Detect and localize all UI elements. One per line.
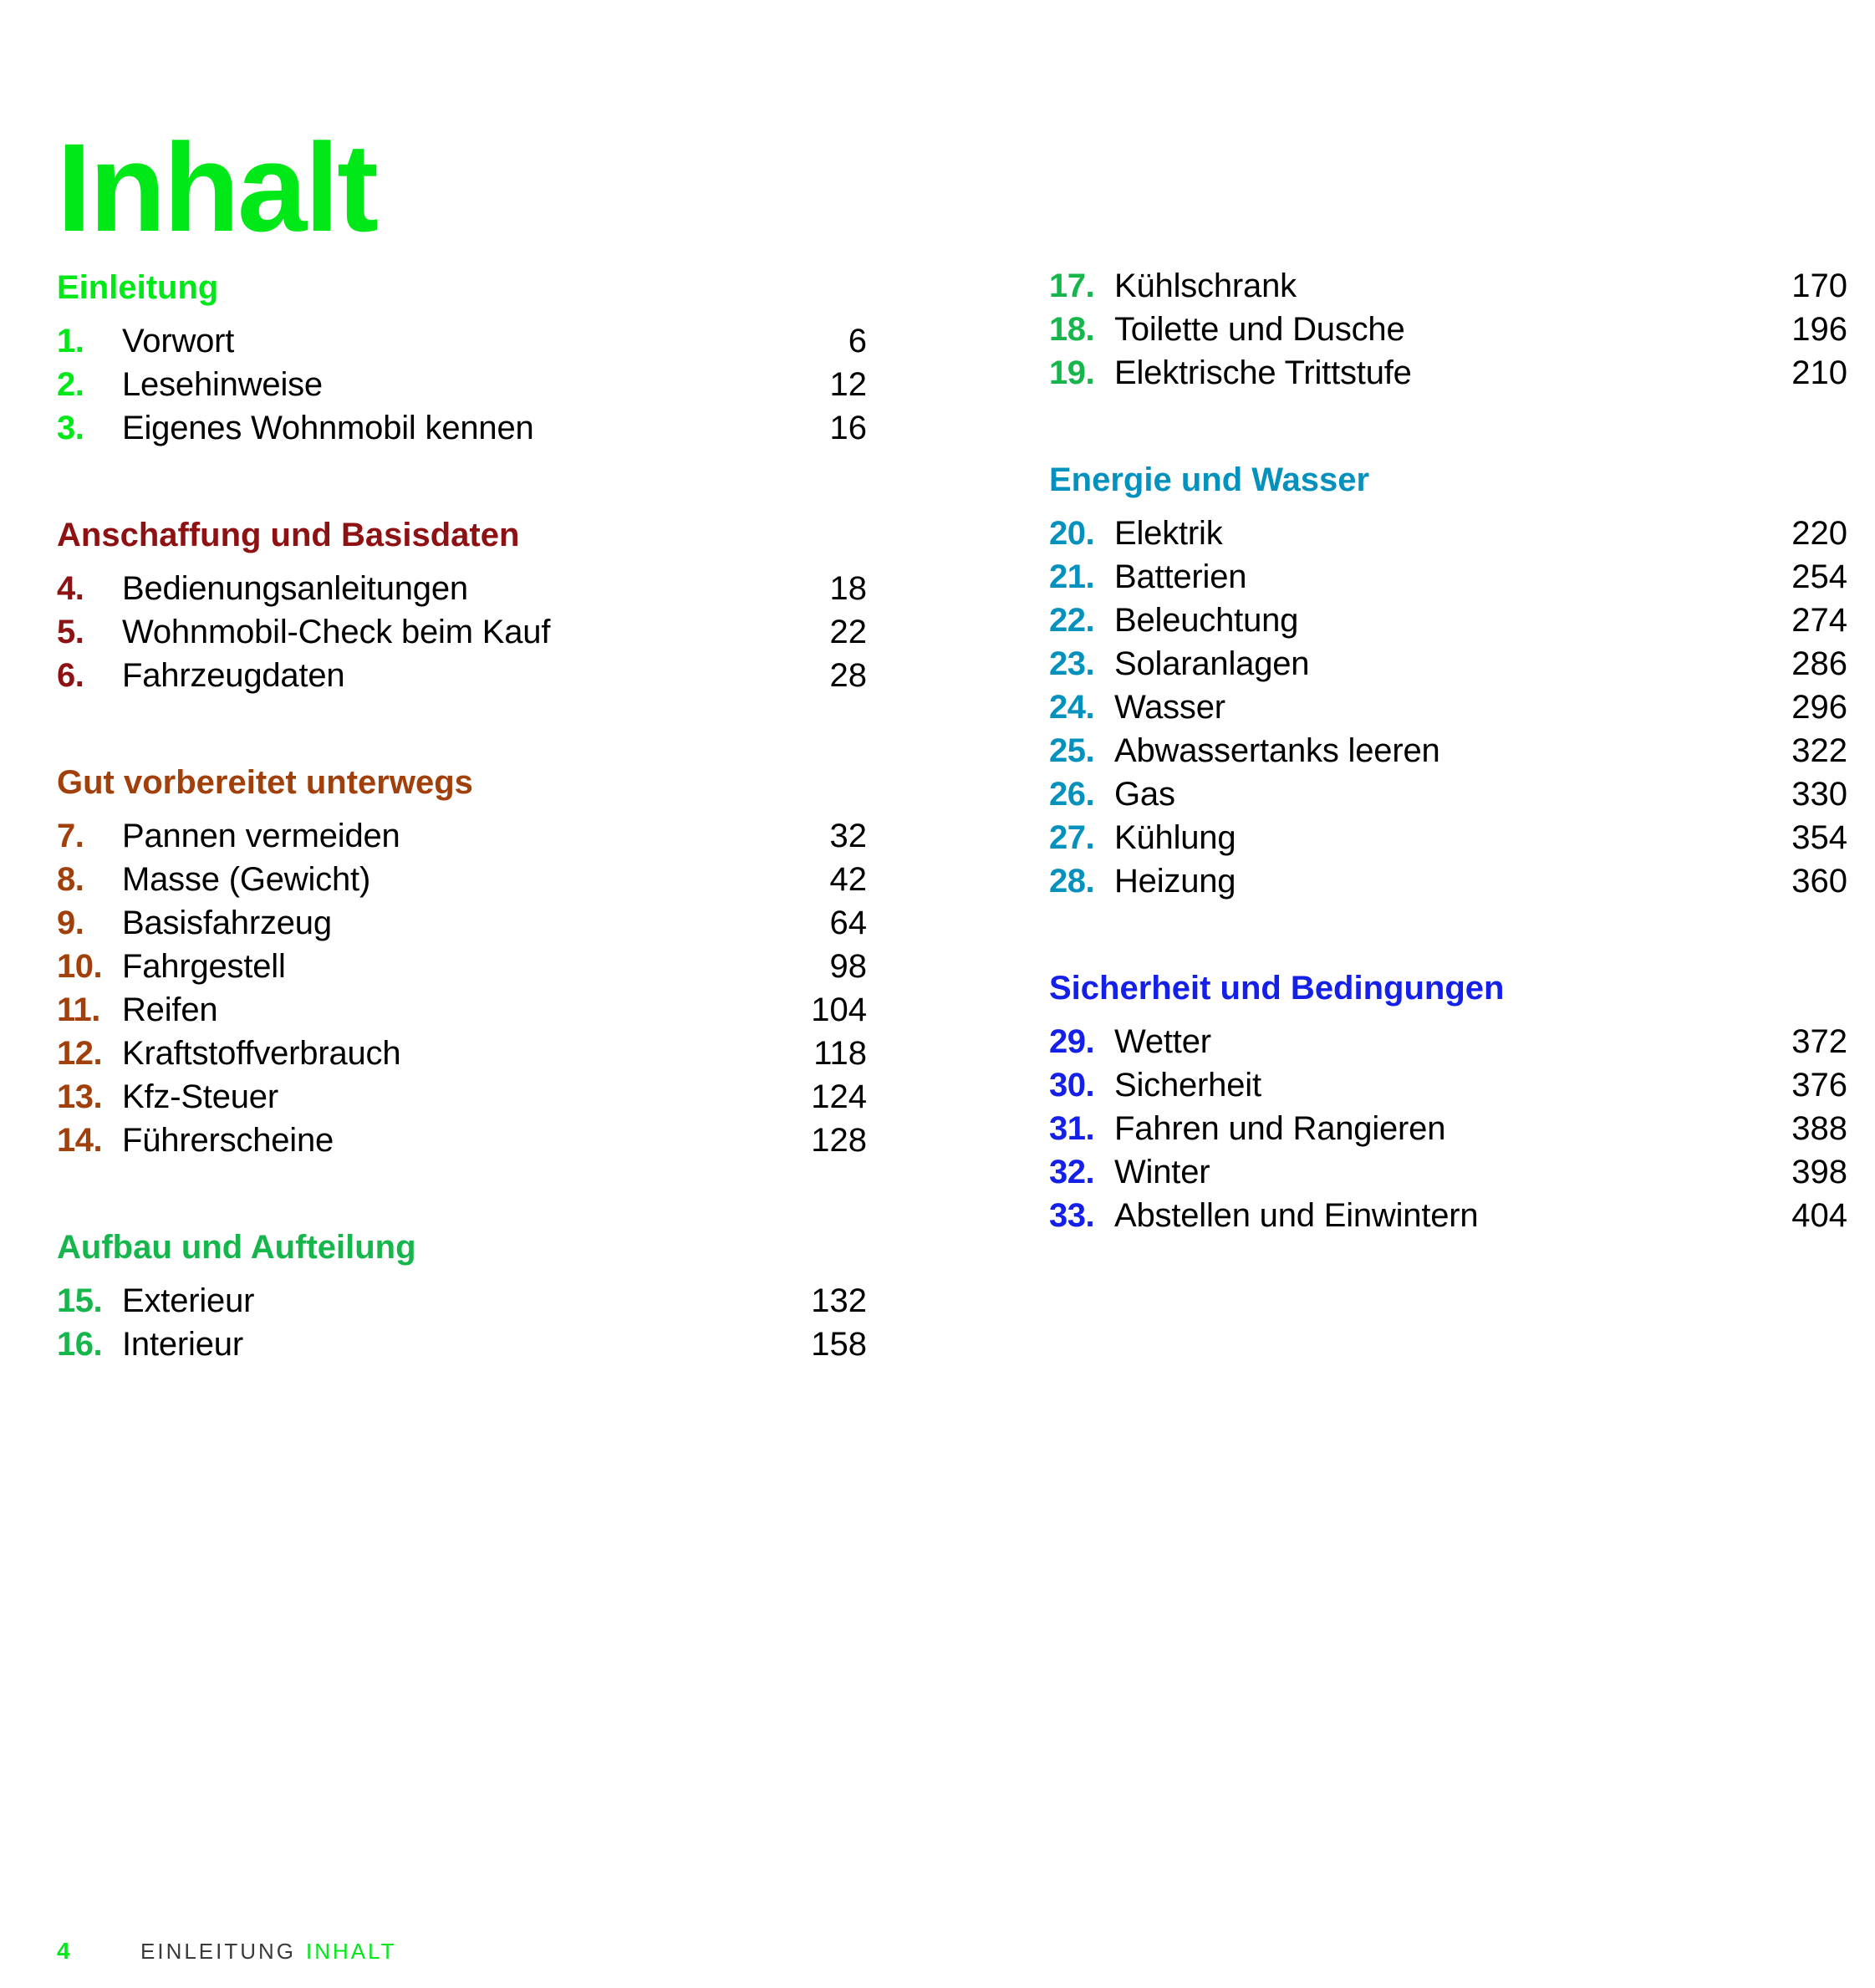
toc-entry-label: Kühlung [1114,819,1236,856]
toc-entry-page-number: 128 [811,1122,867,1159]
toc-entry-page-number: 376 [1791,1067,1847,1104]
toc-entry[interactable] [1049,864,1847,908]
toc-entry[interactable] [1049,1068,1847,1112]
toc-entry-number: 13. [57,1078,103,1115]
toc-entry[interactable] [1049,1199,1847,1242]
toc-entry[interactable] [57,411,867,455]
toc-entry-label: Vorwort [122,323,235,359]
section-heading: Sicherheit und Bedingungen [1049,970,1505,1007]
toc-entry-label: Wohnmobil-Check beim Kauf [122,614,551,650]
toc-entry-label: Bedienungsanleitungen [122,570,468,607]
toc-entry[interactable] [57,659,867,702]
toc-entry-page-number: 322 [1791,732,1847,769]
toc-entry-number: 27. [1049,819,1095,856]
toc-entry-page-number: 132 [811,1282,867,1319]
toc-entry-page-number: 170 [1791,268,1847,304]
toc-entry-page-number: 42 [829,861,867,898]
toc-entry[interactable] [1049,313,1847,356]
toc-entry[interactable] [1049,734,1847,777]
toc-entry-label: Wetter [1114,1023,1211,1060]
toc-entry-label: Beleuchtung [1114,602,1299,639]
toc-entry-page-number: 210 [1791,354,1847,391]
toc-entry[interactable] [57,1080,867,1124]
toc-entry-number: 12. [57,1035,103,1072]
toc-entry-number: 5. [57,614,84,650]
toc-entry-label: Kfz-Steuer [122,1078,278,1115]
section-heading: Energie und Wasser [1049,461,1370,498]
toc-entry-page-number: 286 [1791,645,1847,682]
toc-entry-label: Basisfahrzeug [122,905,332,941]
toc-entry-label: Eigenes Wohnmobil kennen [122,410,534,446]
toc-entry-number: 28. [1049,863,1095,900]
toc-entry-number: 20. [1049,515,1095,552]
toc-entry-label: Reifen [122,991,218,1028]
toc-section [1049,970,1847,1242]
toc-entry-number: 31. [1049,1110,1095,1147]
footer-section-label: INHALT [306,1939,397,1964]
toc-entry[interactable] [57,615,867,659]
toc-entry-page-number: 388 [1791,1110,1847,1147]
toc-entry-label: Abwassertanks leeren [1114,732,1440,769]
toc-entry-number: 14. [57,1122,103,1159]
toc-entry-label: Solaranlagen [1114,645,1310,682]
toc-entry-page-number: 32 [829,818,867,854]
toc-entry-number: 8. [57,861,84,898]
toc-entry[interactable] [57,950,867,993]
toc-entry-page-number: 220 [1791,515,1847,552]
toc-entry-page-number: 254 [1791,558,1847,595]
toc-entry-number: 15. [57,1282,103,1319]
page-footer [57,1938,397,1965]
toc-entry-page-number: 64 [829,905,867,941]
toc-entry[interactable] [57,324,867,368]
toc-entry-label: Fahren und Rangieren [1114,1110,1446,1147]
toc-entry-number: 3. [57,410,84,446]
toc-entry[interactable] [1049,356,1847,400]
toc-entry-page-number: 18 [829,570,867,607]
toc-section [1049,461,1847,908]
toc-entry[interactable] [57,993,867,1037]
toc-entry-number: 1. [57,323,84,359]
toc-entry-label: Exterieur [122,1282,255,1319]
toc-entry-page-number: 296 [1791,689,1847,726]
toc-entry-number: 2. [57,366,84,403]
toc-entry-label: Elektrik [1114,515,1223,552]
toc-entry[interactable] [1049,691,1847,734]
toc-entry[interactable] [1049,777,1847,821]
toc-entry[interactable] [1049,604,1847,647]
toc-entry[interactable] [57,863,867,906]
footer-chapter-label: EINLEITUNG [140,1939,297,1964]
toc-entry-label: Abstellen und Einwintern [1114,1197,1479,1234]
section-heading: Aufbau und Aufteilung [57,1229,416,1266]
toc-entry-label: Toilette und Dusche [1114,311,1405,348]
toc-entry-label: Sicherheit [1114,1067,1261,1104]
toc-entry-label: Pannen vermeiden [122,818,400,854]
toc-entry-page-number: 6 [848,323,867,359]
toc-entry[interactable] [1049,1112,1847,1155]
toc-entry[interactable] [1049,1025,1847,1068]
toc-entry-number: 32. [1049,1154,1095,1190]
toc-entry-number: 17. [1049,268,1095,304]
toc-entry-label: Lesehinweise [122,366,323,403]
toc-entry-page-number: 118 [813,1035,867,1072]
toc-entry[interactable] [57,1328,867,1371]
toc-entry-number: 7. [57,818,84,854]
toc-entry[interactable] [1049,269,1847,313]
toc-entry[interactable] [1049,560,1847,604]
toc-entry-page-number: 104 [811,991,867,1028]
toc-entry-page-number: 124 [811,1078,867,1115]
toc-entry-number: 6. [57,657,84,694]
toc-entry-page-number: 372 [1791,1023,1847,1060]
toc-entry-number: 10. [57,948,103,985]
toc-entry-page-number: 28 [829,657,867,694]
toc-section [1049,269,1847,400]
toc-entry-label: Heizung [1114,863,1236,900]
toc-entry-number: 33. [1049,1197,1095,1234]
toc-entry[interactable] [57,368,867,411]
toc-entry-page-number: 404 [1791,1197,1847,1234]
toc-entry-label: Fahrgestell [122,948,286,985]
toc-entry[interactable] [57,1284,867,1328]
toc-entry-number: 24. [1049,689,1095,726]
toc-entry[interactable] [1049,821,1847,864]
toc-entry-label: Gas [1114,776,1175,813]
toc-entry-number: 30. [1049,1067,1095,1104]
toc-entry-number: 4. [57,570,84,607]
toc-entry-number: 29. [1049,1023,1095,1060]
toc-entry-number: 23. [1049,645,1095,682]
toc-entry-number: 16. [57,1326,103,1363]
section-heading: Gut vorbereitet unterwegs [57,764,473,801]
toc-columns [0,269,1875,1371]
toc-entry-number: 21. [1049,558,1095,595]
toc-entry-page-number: 330 [1791,776,1847,813]
section-heading: Anschaffung und Basisdaten [57,517,520,553]
toc-entry-number: 18. [1049,311,1095,348]
toc-column-right [937,269,1874,1371]
toc-entry[interactable] [57,572,867,615]
toc-entry-label: Kraftstoffverbrauch [122,1035,401,1072]
toc-section [57,1229,867,1371]
toc-entry-label: Interieur [122,1326,243,1363]
toc-entry-number: 22. [1049,602,1095,639]
toc-entry-page-number: 12 [829,366,867,403]
toc-entry-number: 25. [1049,732,1095,769]
section-heading: Einleitung [57,269,219,306]
toc-entry-label: Winter [1114,1154,1210,1190]
toc-entry-label: Fahrzeugdaten [122,657,345,694]
toc-entry-page-number: 274 [1791,602,1847,639]
toc-entry-page-number: 354 [1791,819,1847,856]
toc-entry[interactable] [1049,517,1847,560]
toc-entry-number: 9. [57,905,84,941]
toc-entry-page-number: 16 [829,410,867,446]
toc-entry-page-number: 22 [829,614,867,650]
toc-entry-page-number: 158 [811,1326,867,1363]
toc-entry[interactable] [1049,1155,1847,1199]
toc-section [57,517,867,702]
toc-entry-label: Wasser [1114,689,1225,726]
toc-entry-label: Batterien [1114,558,1247,595]
toc-entry-label: Führerscheine [122,1122,334,1159]
toc-entry-page-number: 398 [1791,1154,1847,1190]
toc-entry[interactable] [1049,647,1847,691]
toc-entry[interactable] [57,906,867,950]
toc-entry-label: Elektrische Trittstufe [1114,354,1412,391]
toc-column-left [0,269,937,1371]
footer-page-number: 4 [57,1938,72,1964]
toc-entry-page-number: 196 [1791,311,1847,348]
page-title: Inhalt [57,116,376,257]
toc-entry-number: 26. [1049,776,1095,813]
toc-entry-label: Masse (Gewicht) [122,861,371,898]
toc-section [57,269,867,455]
toc-section [57,764,867,1167]
toc-entry[interactable] [57,1037,867,1080]
toc-entry-number: 19. [1049,354,1095,391]
toc-entry-page-number: 360 [1791,863,1847,900]
toc-entry[interactable] [57,1124,867,1167]
toc-entry-label: Kühlschrank [1114,268,1297,304]
toc-entry[interactable] [57,819,867,863]
toc-entry-page-number: 98 [829,948,867,985]
toc-entry-number: 11. [57,991,100,1028]
